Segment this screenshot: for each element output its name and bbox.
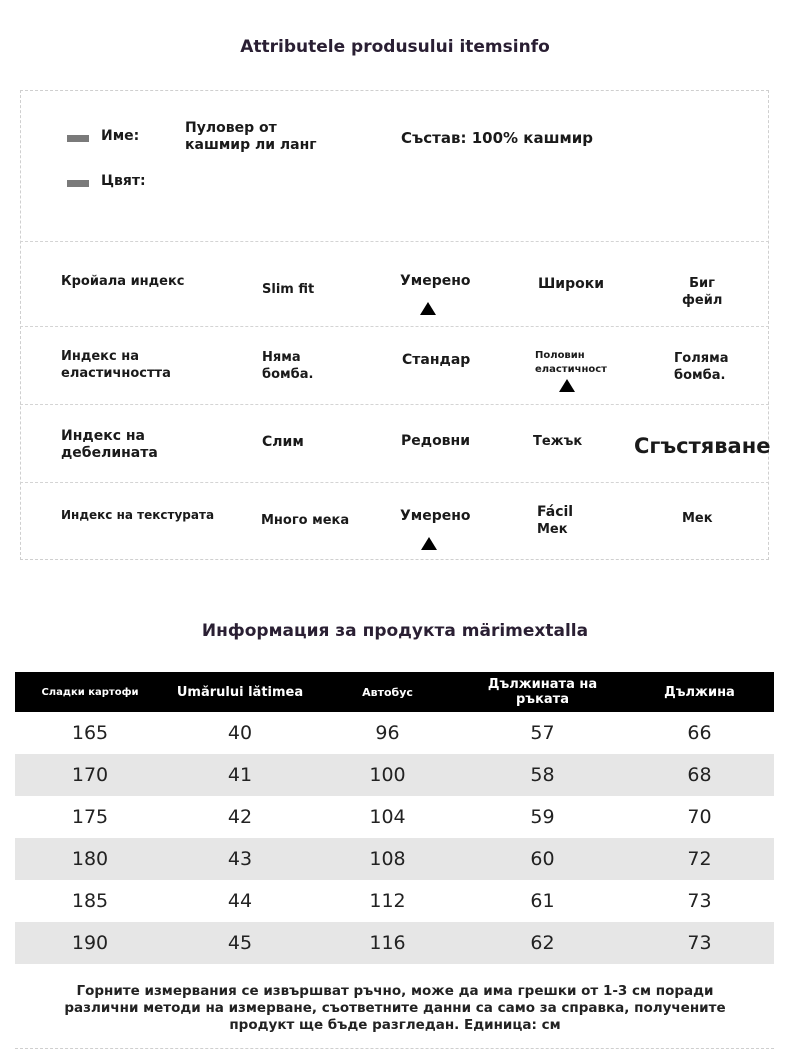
table-cell: 165 xyxy=(71,722,109,744)
row-divider xyxy=(20,482,769,483)
table-cell: 45 xyxy=(165,922,315,964)
elasticity-option-standard: Стандар xyxy=(402,352,471,368)
thickness-label-line1: Индекс на xyxy=(61,428,145,444)
table-cell: 185 xyxy=(71,890,109,912)
table-cell: 96 xyxy=(375,722,400,744)
name-label: Име: xyxy=(101,128,140,144)
note-line1: Горните измервания се извършват ръчно, може да има грешки от 1-3 см поради xyxy=(76,983,714,999)
fit-option-slim: Slim fit xyxy=(262,282,315,297)
table-cell: 112 xyxy=(369,890,406,912)
texture-option-easy-soft xyxy=(537,504,573,538)
composition-text: Състав: 100% кашмир xyxy=(401,129,594,147)
selected-triangle-icon xyxy=(421,537,437,550)
column-header: Сладки картофи xyxy=(15,672,165,712)
elasticity-none-line1: Няма xyxy=(262,350,301,365)
table-cell: 73 xyxy=(687,890,712,912)
table-cell: 66 xyxy=(687,722,712,744)
bullet-bar-icon xyxy=(67,135,89,142)
table-cell: 58 xyxy=(460,754,625,796)
table-cell: 170 xyxy=(15,754,165,796)
texture-easy-line2: Мек xyxy=(537,522,568,537)
elasticity-half-line1: Половин xyxy=(535,350,585,361)
thickness-option-thickening: Сгъстяване xyxy=(634,434,771,458)
table-row xyxy=(15,922,774,964)
selected-triangle-icon xyxy=(420,302,436,315)
thickness-index-label xyxy=(61,428,158,462)
row-divider xyxy=(20,241,769,242)
elasticity-option-half xyxy=(535,349,607,377)
table-cell: 43 xyxy=(165,838,315,880)
table-row xyxy=(15,754,774,796)
name-value-line2: кашмир ли ланг xyxy=(185,137,317,153)
table-cell: 190 xyxy=(15,922,165,964)
name-value xyxy=(185,120,317,154)
thickness-option-heavy: Тежък xyxy=(533,434,583,449)
attributes-title: Attributele produsului itemsinfo xyxy=(240,37,550,57)
note-line2: различни методи на измерване, съответните данни са само за справка, получените xyxy=(64,1000,726,1016)
thickness-label-line2: дебелината xyxy=(61,445,158,461)
elasticity-option-big xyxy=(674,350,728,384)
table-cell: 72 xyxy=(625,838,774,880)
elasticity-half-line2: еластичност xyxy=(535,364,607,375)
column-header: Дължина xyxy=(625,672,774,712)
fit-index-label: Кройала индекс xyxy=(61,274,185,289)
table-row xyxy=(15,880,774,922)
table-cell: 73 xyxy=(625,922,774,964)
elasticity-label-line1: Индекс на xyxy=(61,349,139,364)
elasticity-big-line1: Голяма xyxy=(674,351,729,366)
elasticity-none-line2: бомба. xyxy=(262,367,314,382)
table-cell: 108 xyxy=(315,838,460,880)
table-cell: 57 xyxy=(530,722,555,744)
fit-option-big xyxy=(682,275,722,309)
column-header: Дължината на ръката xyxy=(460,672,625,712)
texture-option-moderate: Умерено xyxy=(400,508,471,524)
thickness-option-regular: Редовни xyxy=(401,433,471,449)
table-cell: 60 xyxy=(460,838,625,880)
size-table-header xyxy=(15,672,774,712)
table-row xyxy=(15,838,774,880)
column-header: Автобус xyxy=(315,672,460,712)
row-divider xyxy=(20,326,769,327)
row-divider xyxy=(20,404,769,405)
texture-index-label: Индекс на текстурата xyxy=(61,508,215,522)
texture-option-soft: Мек xyxy=(682,511,713,526)
selected-triangle-icon xyxy=(559,379,575,392)
measurement-note xyxy=(40,983,750,1034)
table-cell: 62 xyxy=(460,922,625,964)
table-cell: 40 xyxy=(227,722,253,744)
fit-option-wide: Широки xyxy=(538,276,605,292)
elasticity-big-line2: бомба. xyxy=(674,368,726,383)
bullet-bar-icon xyxy=(67,180,89,187)
table-cell: 104 xyxy=(369,806,406,828)
texture-option-very-soft: Много мека xyxy=(261,513,350,528)
thickness-option-slim: Слим xyxy=(262,434,304,450)
table-cell: 116 xyxy=(315,922,460,964)
table-cell: 175 xyxy=(71,806,109,828)
table-row xyxy=(15,712,774,754)
fit-option-moderate: Умерено xyxy=(400,273,471,289)
table-cell: 68 xyxy=(625,754,774,796)
column-header: Umărului lătimea xyxy=(165,672,315,712)
table-cell: 100 xyxy=(315,754,460,796)
size-info-title: Информация за продукта märimextalla xyxy=(201,621,589,641)
table-cell: 44 xyxy=(227,890,253,912)
table-cell: 61 xyxy=(530,890,555,912)
color-label: Цвят: xyxy=(101,173,146,189)
bottom-divider xyxy=(15,1048,774,1049)
table-cell: 70 xyxy=(687,806,712,828)
attributes-panel xyxy=(20,90,769,560)
table-cell: 42 xyxy=(227,806,253,828)
elasticity-option-none xyxy=(262,349,313,383)
table-cell: 41 xyxy=(165,754,315,796)
elasticity-index-label xyxy=(61,348,171,382)
name-value-line1: Пуловер от xyxy=(185,120,277,136)
texture-easy-line1: Fácil xyxy=(537,504,574,520)
fit-option-big-line1: Биг xyxy=(689,276,715,291)
fit-option-big-line2: фейл xyxy=(682,293,723,308)
note-line3: продукт ще бъде разгледан. Единица: см xyxy=(229,1017,561,1033)
table-row xyxy=(15,796,774,838)
size-table xyxy=(15,672,774,964)
table-cell: 59 xyxy=(530,806,555,828)
table-cell: 180 xyxy=(15,838,165,880)
elasticity-label-line2: еластичността xyxy=(61,366,171,381)
